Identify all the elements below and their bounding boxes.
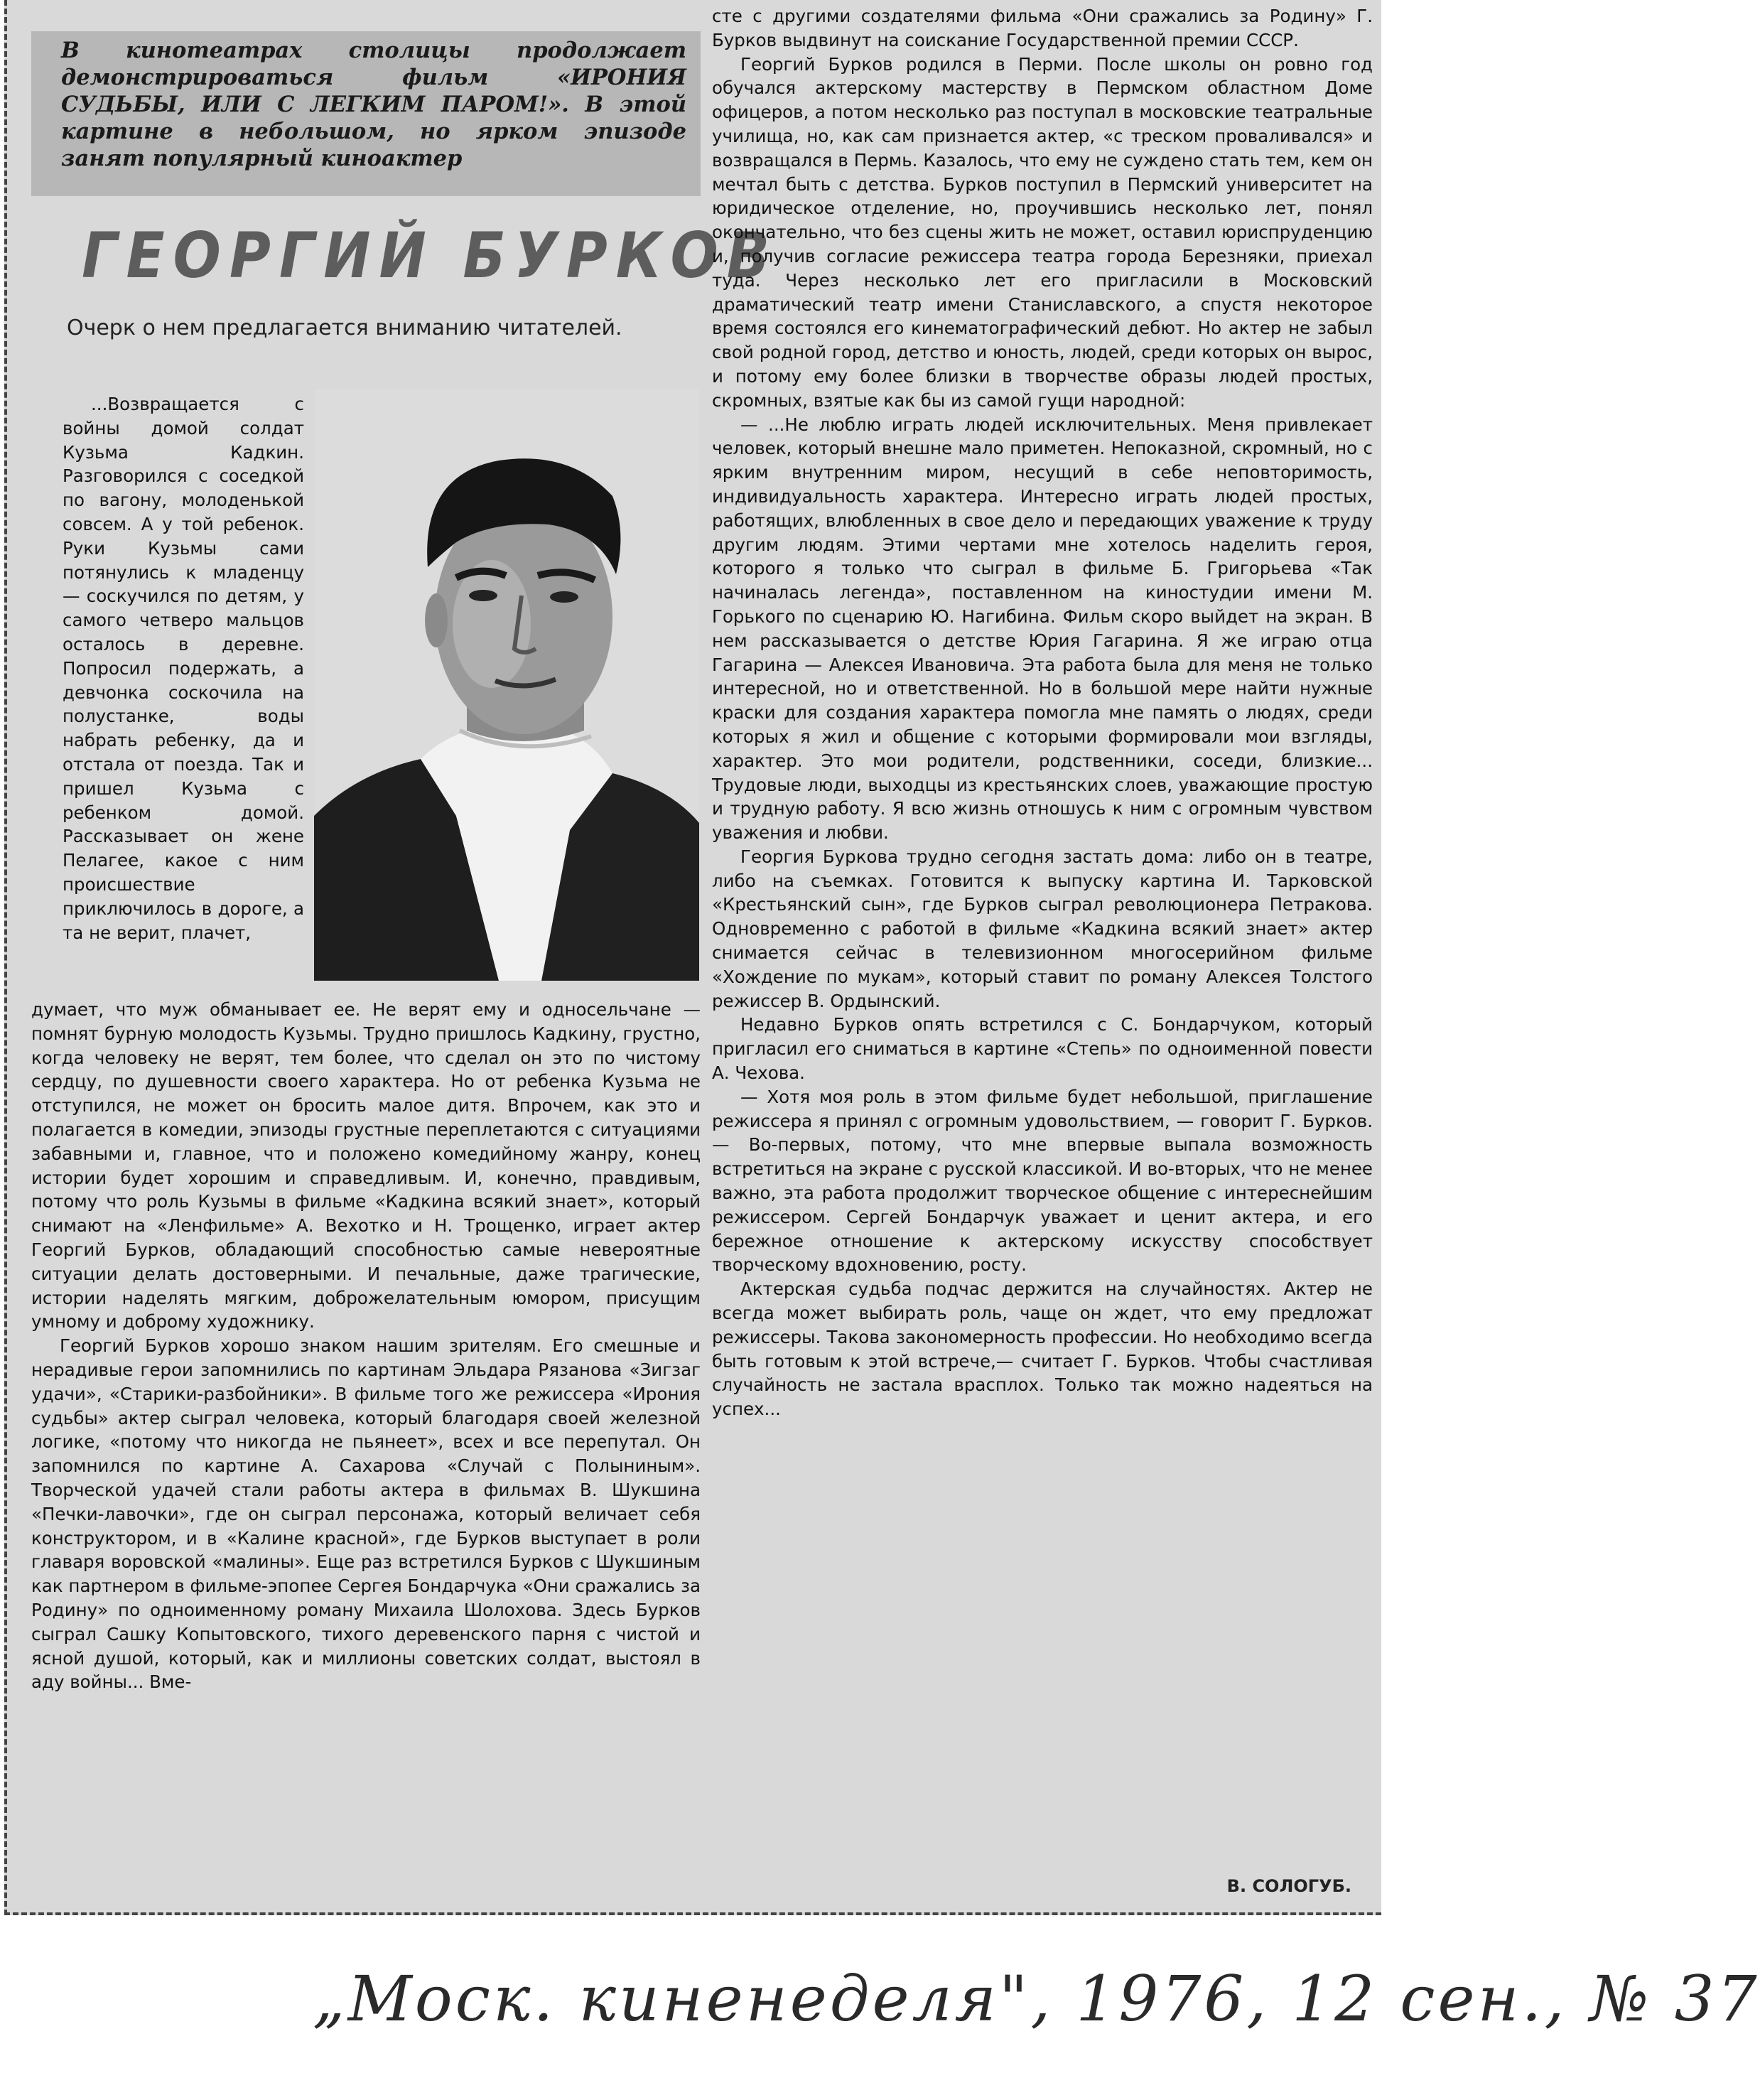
paragraph: Георгий Бурков родился в Перми. После школы он ровно год обучался актерскому мастерству в Пермском областном Доме офицеров, а потом несколько раз поступал в московские театральные училища, но, как сам признается актер, «с треском проваливался» и возвращался в Пермь. Казалось, что ему не суждено стать тем, кем он мечтал быть с детства. Бурков поступил в Пермский университет на юридическое отделение, но, проучившись несколько лет, понял окончательно, что без сцены жить не может, оставил юриспруденцию и, получив согласие режиссера театра города Березняки, приехал туда. Через несколько лет его пригласили в Московский драматический театр имени Станиславского, а спустя некоторое время состоялся его кинематографический дебют. Но актер не забыл свой родной город, детство и юность, людей, среди которых он вырос, и потому ему более близки в творчестве образы людей простых, скромных, взятые как бы из самой гущи народной: <box>712 53 1373 411</box>
author-signature: В. СОЛОГУБ. <box>1226 1876 1351 1896</box>
left-narrow-column <box>63 392 304 944</box>
paragraph: Георгия Буркова трудно сегодня застать дома: либо он в театре, либо на съемках. Готовится к выпуску картина И. Тарковской «Крестьянский сын», где Бурков сыграл революционера Петракова. Одновременно с работой в фильме «Кадкина всякий знает» актер снимается сейчас в телевизионном многосерийном фильме «Хождение по мукам», который ставит по роману Алексея Толстого режиссер В. Ордынский. <box>712 846 1373 1011</box>
paragraph: сте с другими создателями фильма «Они сражались за Родину» Г. Бурков выдвинут на соискание Государственной премии СССР. <box>712 6 1373 50</box>
article-headline: ГЕОРГИЙ БУРКОВ <box>82 219 779 292</box>
lead-text: Очерк о нем предлагается вниманию читателей. <box>67 316 622 340</box>
left-wide-column <box>31 998 701 1694</box>
portrait-photo <box>314 389 699 981</box>
intro-box: В кинотеатрах столицы продолжает демонстрироваться фильм «ИРОНИЯ СУДЬБЫ, ИЛИ С ЛЕГКИМ ПАРОМ!». В этой картине в небольшом, но ярком эпизоде занят популярный киноактер <box>31 31 701 196</box>
newspaper-clipping <box>4 0 1381 1915</box>
paragraph: — Хотя моя роль в этом фильме будет небольшой, приглашение режиссера я принял с огромным удовольствием, — говорит Г. Бурков. — Во-первых, потому, что мне впервые выпала возможность встретиться на экране с русской классикой. И во-вторых, что не менее важно, эта работа продолжит творческое общение с интереснейшим режиссером. Сергей Бондарчук уважает и ценит актера, и его бережное отношение к актерскому искусству способствует творческому вдохновению, росту. <box>712 1086 1373 1276</box>
paragraph: думает, что муж обманывает ее. Не верят ему и односельчане — помнят бурную молодость Кузьмы. Трудно пришлось Кадкину, грустно, когда человеку не верят, тем более, что сделал он это по чистому сердцу, по душевности своего характера. Но от ребенка Кузьма не отступился, не может он бросить малое дитя. Впрочем, как это и полагается в комедии, эпизоды грустные переплетаются с ситуациями забавными и, главное, что и положено комедийному жанру, конец истории будет хорошим и справедливым. И, конечно, правдивым, потому что роль Кузьмы в фильме «Кадкина всякий знает», который снимают на «Ленфильме» А. Вехотко и Н. Трощенко, играет актер Георгий Бурков, обладающий способностью самые невероятные ситуации делать достоверными. И печальные, даже трагические, истории наделять мягким, доброжелательным юмором, присущим умному и доброму художнику. <box>31 999 701 1332</box>
right-column <box>712 4 1373 1421</box>
handwritten-source-note: „Моск. киненеделя", 1976, 12 сен., № 37 <box>313 1962 1760 2035</box>
paragraph: Актерская судьба подчас держится на случайностях. Актер не всегда может выбирать роль, чаще он ждет, что ему предложат режиссеры. Такова закономерность профессии. Но необходимо всегда быть готовым к этой встрече,— считает Г. Бурков. Чтобы счастливая случайность не застала врасплох. Только так можно надеяться на успех... <box>712 1278 1373 1420</box>
paragraph: — ...Не люблю играть людей исключительных. Меня привлекает человек, который внешне мало приметен. Непоказной, скромный, но с ярким внутренним миром, несущий в себе неповторимость, индивидуальность характера. Интересно играть людей простых, работящих, влюбленных в свое дело и передающих уважение к труду другим людям. Этими чертами мне хотелось наделить героя, которого я только что сыграл в фильме Б. Григорьева «Так начиналась легенда», поставленном на киностудии имени М. Горького по сценарию Ю. Нагибина. Фильм скоро выйдет на экран. В нем рассказывается о детстве Юрия Гагарина. Я же играю отца Гагарина — Алексея Ивановича. Эта работа была для меня не только интересной, но и ответственной. Но в большой мере найти нужные краски для создания характера помогла мне память о людях, среди которых я жил и общение с которыми формировали мои взгляды, характер. Это мои родители, родственники, соседи, близкие... Трудовые люди, выходцы из крестьянских слоев, уважающие простую и трудную работу. Я всю жизнь отношусь к ним с огромным чувством уважения и любви. <box>712 414 1373 844</box>
paragraph: Недавно Бурков опять встретился с С. Бондарчуком, который пригласил его сниматься в картине «Степь» по одноименной повести А. Чехова. <box>712 1014 1373 1084</box>
paragraph: Георгий Бурков хорошо знаком нашим зрителям. Его смешные и нерадивые герои запомнились по картинам Эльдара Рязанова «Зигзаг удачи», «Старики-разбойники». В фильме того же режиссера «Ирония судьбы» актер сыграл человека, который благодаря своей железной логике, «потому что никогда не пьянеет», всех и все перепутал. Он запомнился по картине А. Сахарова «Случай с Полыниным». Творческой удачей стали работы актера в фильмах В. Шукшина «Печки-лавочки», где он сыграл персонажа, который величает себя конструктором, и в «Калине красной», где Бурков выступает в роли главаря воровской «малины». Еще раз встретился Бурков с Шукшиным как партнером в фильме-эпопее Сергея Бондарчука «Они сражались за Родину» по одноименному роману Михаила Шолохова. Здесь Бурков сыграл Сашку Копытовского, тихого деревенского парня с чистой и ясной душой, который, как и миллионы советских солдат, выстоял в аду войны... Вме- <box>31 1335 701 1693</box>
paragraph: ...Возвращается с войны домой солдат Кузьма Кадкин. Разговорился с соседкой по вагону, молоденькой совсем. А у той ребенок. Руки Кузьмы сами потянулись к младенцу — соскучился по детям, у самого четверо мальцов осталось в деревне. Попросил подержать, а девчонка соскочила на полустанке, воды набрать ребенку, да и отстала от поезда. Так и пришел Кузьма с ребенком домой. Рассказывает он жене Пелагее, какое с ним происшествие приключилось в дороге, а та не верит, плачет, <box>63 394 304 943</box>
